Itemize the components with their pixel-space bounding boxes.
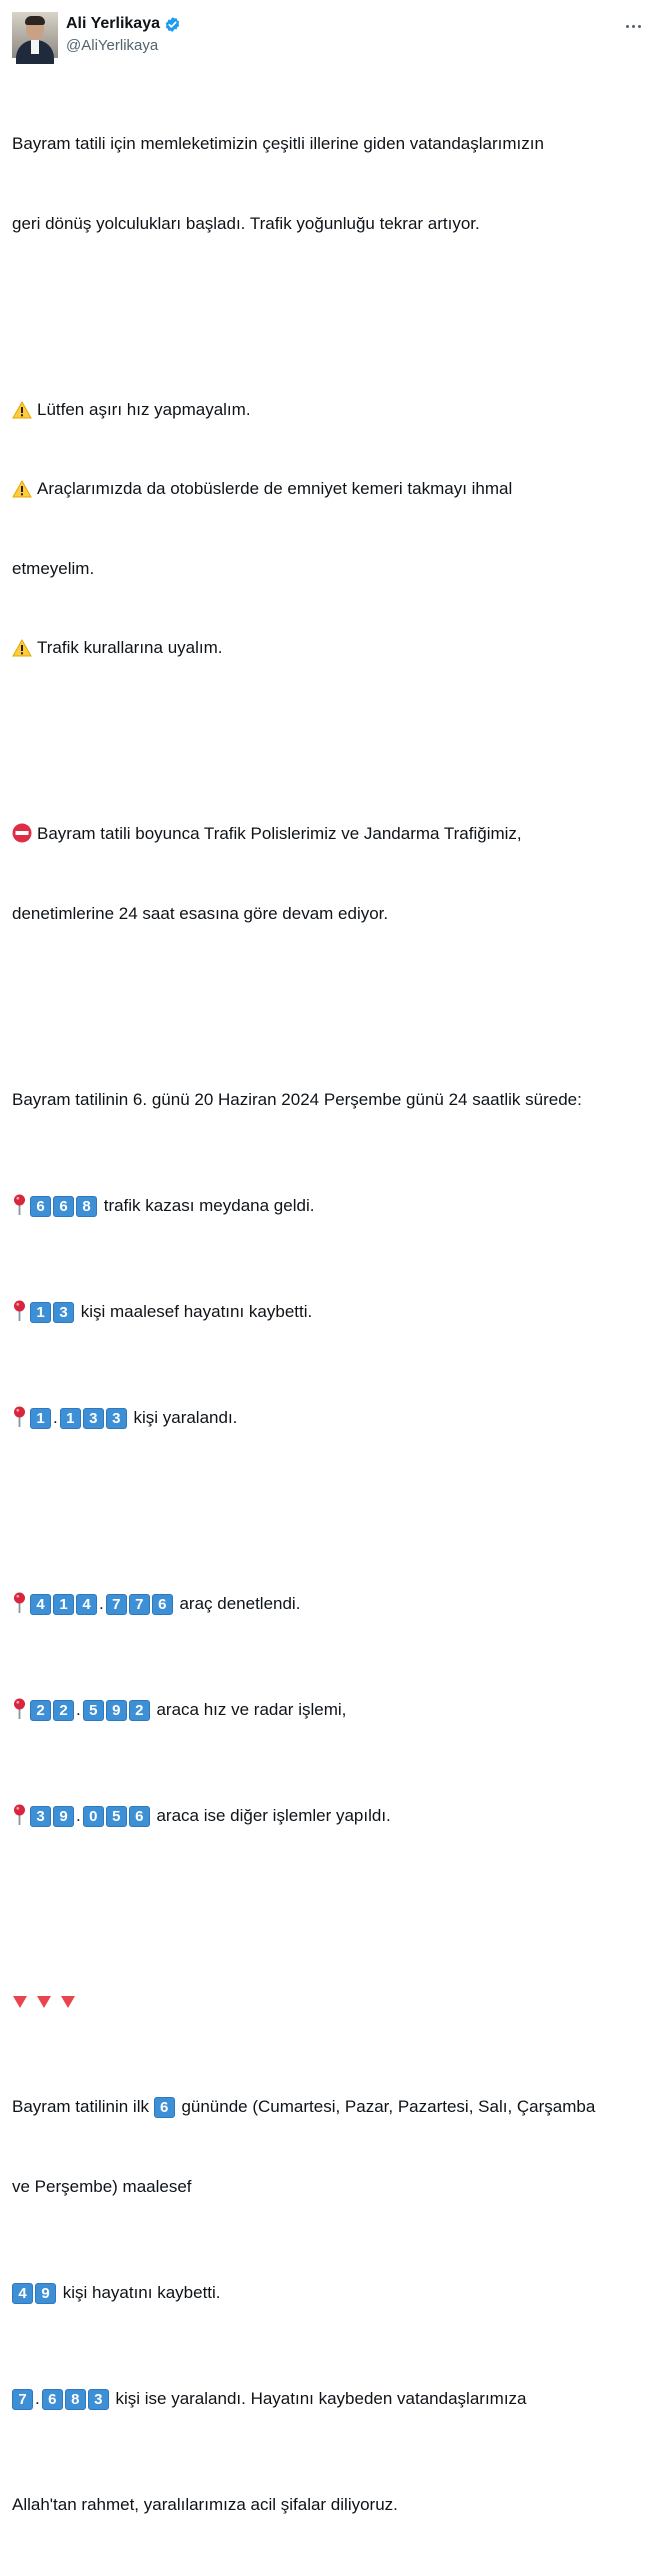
text-line: Bayram tatilinin 6. günü 20 Haziran 2024 Perşembe günü 24 saatlik sürede: xyxy=(12,1089,582,1109)
warning-emoji-icon xyxy=(12,480,32,498)
warning-text: Lütfen aşırı hız yapmayalım. xyxy=(37,399,251,419)
round-pushpin-emoji-icon xyxy=(12,1406,27,1428)
stat-injured xyxy=(12,1405,652,1432)
summary-deaths xyxy=(12,2280,652,2307)
thousands-separator: . xyxy=(99,1593,104,1613)
stat-deaths xyxy=(12,1299,652,1326)
stat-vehicles xyxy=(12,1591,652,1618)
author-name-row[interactable] xyxy=(66,15,181,33)
no-entry-emoji-icon xyxy=(12,823,32,843)
keycap-digit: 7 xyxy=(106,1594,127,1615)
keycap-digit: 1 xyxy=(30,1302,51,1323)
author-handle[interactable]: @AliYerlikaya xyxy=(66,37,159,54)
warning-text: Trafik kurallarına uyalım. xyxy=(37,638,223,657)
keycap-digit: 5 xyxy=(83,1700,104,1721)
no-entry-text: Bayram tatili boyunca Trafik Polislerimiz ve Jandarma Trafiğimiz, xyxy=(37,824,522,843)
keycap-digit: 6 xyxy=(154,2097,175,2118)
text-line: ve Perşembe) maalesef xyxy=(12,2176,192,2196)
triangle-row xyxy=(12,1989,652,2015)
keycap-digit: 7 xyxy=(129,1594,150,1615)
round-pushpin-emoji-icon xyxy=(12,1698,27,1720)
keycap-digit: 3 xyxy=(83,1408,104,1429)
keycap-digit: 3 xyxy=(30,1806,51,1827)
keycap-digit: 4 xyxy=(30,1594,51,1615)
keycap-digit: 5 xyxy=(106,1806,127,1827)
verified-badge-icon xyxy=(164,16,181,33)
keycap-digit: 3 xyxy=(106,1408,127,1429)
summary-text: gününde (Cumartesi, Pazar, Pazartesi, Salı, Çarşamba xyxy=(176,2097,596,2116)
keycap-digit: 3 xyxy=(53,1302,74,1323)
warning-text: Araçlarımızda da otobüslerde de emniyet kemeri takmayı ihmal xyxy=(37,479,513,498)
stat-accidents xyxy=(12,1193,652,1220)
text-line: geri dönüş yolculukları başladı. Trafik yoğunluğu tekrar artıyor. xyxy=(12,213,480,233)
keycap-digit: 1 xyxy=(53,1594,74,1615)
text-line: Bayram tatili için memleketimizin çeşitli illerine giden vatandaşlarımızın xyxy=(12,134,544,153)
summary-text: kişi hayatını kaybetti. xyxy=(58,2282,221,2302)
keycap-digit: 6 xyxy=(152,1594,173,1615)
warning-line xyxy=(12,397,652,424)
stat-text: araca hız ve radar işlemi, xyxy=(151,1699,347,1719)
stat-text: araca ise diğer işlemler yapıldı. xyxy=(151,1805,391,1825)
round-pushpin-emoji-icon xyxy=(12,1194,27,1216)
keycap-digit: 6 xyxy=(129,1806,150,1827)
stat-other xyxy=(12,1803,652,1830)
keycap-digit: 6 xyxy=(30,1196,51,1217)
author-name[interactable]: Ali Yerlikaya xyxy=(66,15,160,32)
round-pushpin-emoji-icon xyxy=(12,1300,27,1322)
stat-text: araç denetlendi. xyxy=(174,1593,301,1613)
warning-emoji-icon xyxy=(12,401,32,419)
red-triangle-down-emoji-icon xyxy=(61,1996,75,2008)
round-pushpin-emoji-icon xyxy=(12,1592,27,1614)
keycap-digit: 4 xyxy=(12,2283,33,2304)
text-line: denetimlerine 24 saat esasına göre devam ediyor. xyxy=(12,903,389,923)
keycap-digit: 2 xyxy=(30,1700,51,1721)
red-triangle-down-emoji-icon xyxy=(37,1996,51,2008)
warning-line xyxy=(12,476,652,503)
keycap-digit: 7 xyxy=(12,2389,33,2410)
keycap-digit: 9 xyxy=(53,1806,74,1827)
keycap-digit: 4 xyxy=(76,1594,97,1615)
warning-emoji-icon xyxy=(12,639,32,657)
keycap-digit: 8 xyxy=(65,2389,86,2410)
keycap-digit: 3 xyxy=(88,2389,109,2410)
keycap-digit: 0 xyxy=(83,1806,104,1827)
keycap-digit: 9 xyxy=(35,2283,56,2304)
no-entry-line xyxy=(12,821,652,848)
round-pushpin-emoji-icon xyxy=(12,1804,27,1826)
text-line: Allah'tan rahmet, yaralılarımıza acil şifalar diliyoruz. xyxy=(12,2494,398,2514)
stat-text: trafik kazası meydana geldi. xyxy=(99,1195,315,1215)
avatar[interactable] xyxy=(12,12,58,58)
stat-text: kişi maalesef hayatını kaybetti. xyxy=(76,1301,313,1321)
keycap-digit: 9 xyxy=(106,1700,127,1721)
keycap-digit: 6 xyxy=(53,1196,74,1217)
tweet-text xyxy=(12,78,652,2571)
summary-text: Bayram tatilinin ilk xyxy=(12,2097,154,2116)
thousands-separator: . xyxy=(76,1805,81,1825)
warning-line xyxy=(12,635,652,662)
keycap-digit: 1 xyxy=(60,1408,81,1429)
stat-speed xyxy=(12,1697,652,1724)
tweet-header xyxy=(12,12,648,60)
stat-text: kişi yaralandı. xyxy=(128,1407,238,1427)
keycap-digit: 1 xyxy=(30,1408,51,1429)
keycap-digit: 2 xyxy=(53,1700,74,1721)
thousands-separator: . xyxy=(35,2388,40,2408)
summary-text: kişi ise yaralandı. Hayatını kaybeden vatandaşlarımıza xyxy=(110,2388,527,2408)
thousands-separator: . xyxy=(76,1699,81,1719)
more-options-icon[interactable] xyxy=(620,16,646,36)
thousands-separator: . xyxy=(53,1407,58,1427)
red-triangle-down-emoji-icon xyxy=(13,1996,27,2008)
keycap-digit: 2 xyxy=(129,1700,150,1721)
summary-line xyxy=(12,2094,652,2121)
summary-injured xyxy=(12,2386,652,2413)
keycap-digit: 6 xyxy=(42,2389,63,2410)
text-line: etmeyelim. xyxy=(12,558,95,578)
keycap-digit: 8 xyxy=(76,1196,97,1217)
